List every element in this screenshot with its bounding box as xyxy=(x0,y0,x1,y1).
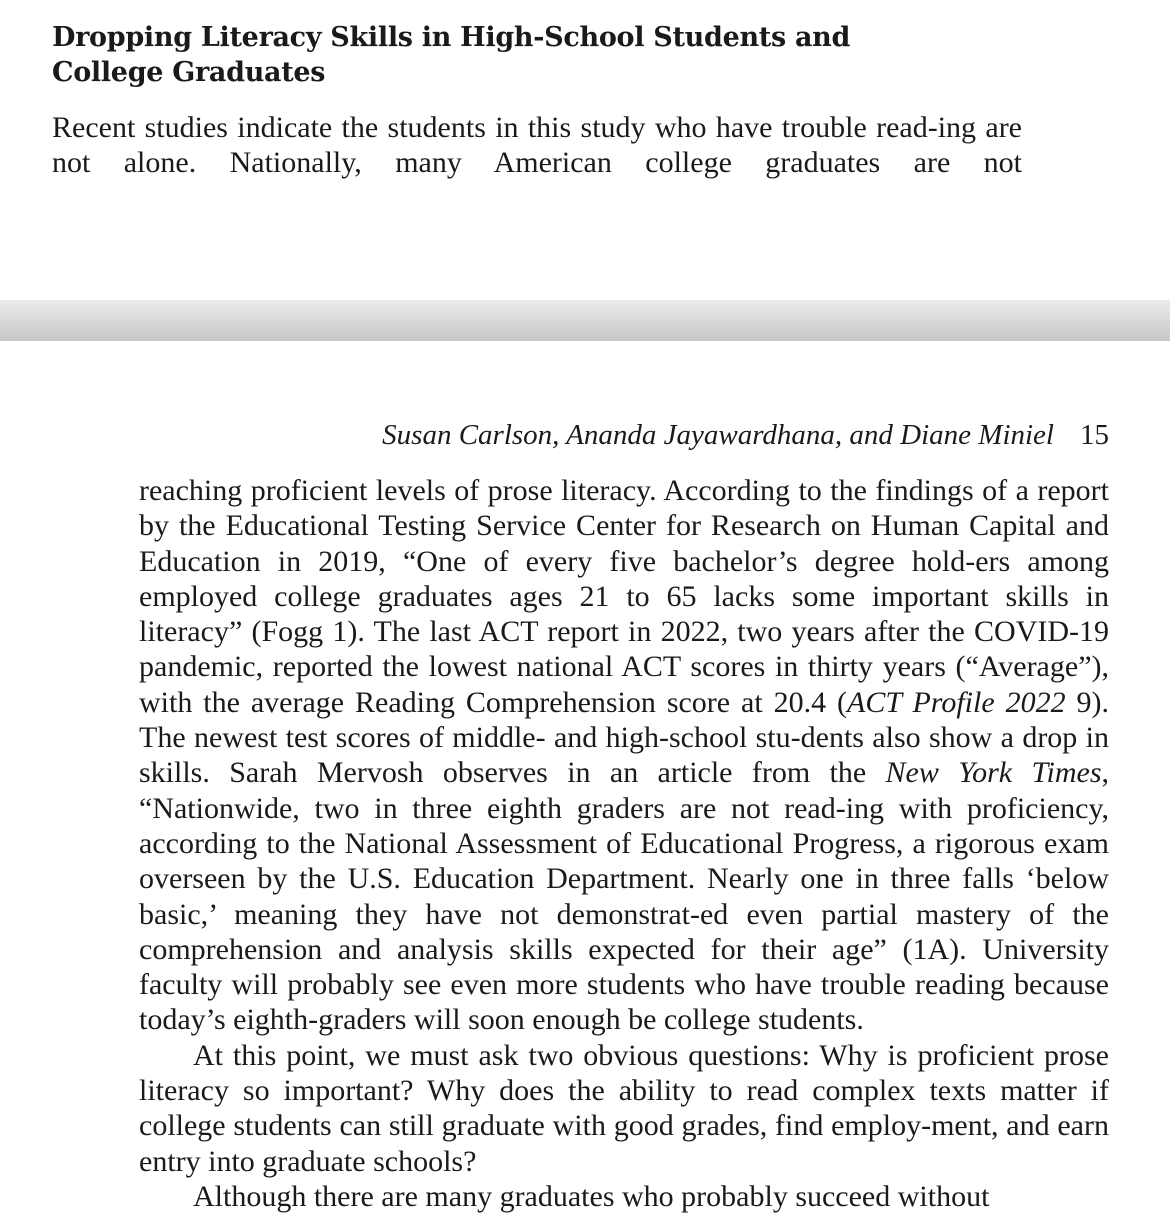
page-separator xyxy=(0,300,1170,342)
current-page xyxy=(0,341,1170,1230)
paragraph-1 xyxy=(139,473,1109,1038)
body-text xyxy=(139,473,1109,1214)
page-number: 15 xyxy=(1080,419,1109,451)
paragraph-3-partial: Although there are many graduates who probably succeed without xyxy=(193,1179,990,1213)
previous-page xyxy=(0,0,1170,300)
citation-nyt: New York Times xyxy=(885,756,1102,790)
header-authors: Susan Carlson, Ananda Jayawardhana, and Diane Miniel xyxy=(382,419,1054,451)
paragraph-2: At this point, we must ask two obvious questions: Why is proficient prose literacy so important? Why does the ability to read complex texts matter if college students can still graduate with good grades, find employ-ment, and earn entry into graduate schools? xyxy=(139,1038,1109,1178)
citation-act-profile: ACT Profile 2022 xyxy=(847,685,1066,719)
paragraph-1-part-1: reaching proficient levels of prose literacy. According to the findings of a report by the Educational Testing Service Center for Research on Human Capital and Education in 2019, “One of every five bachelor’s degree hold-ers among employed college graduates ages 21 to 65 lacks some important skills in literacy” (Fogg 1). The last ACT report in 2022, two years after the COVID-19 pandemic, reported the lowest national ACT scores in thirty years (“Average”), with the average Reading Comprehension score at 20.4 ( xyxy=(139,474,1109,719)
paragraph-1-part-2: 9). The newest test scores of middle- and high-school stu-dents also show a drop in skills. Sarah Mervosh observes in an article from the xyxy=(139,685,1110,790)
paragraph-intro: Recent studies indicate the students in this study who have trouble read-ing are not alone. Nationally, many American college graduates are not xyxy=(52,111,1022,179)
paragraph-1-part-3: , “Nationwide, two in three eighth graders are not read-ing with proficiency, according to the National Assessment of Educational Progress, a rigorous exam overseen by the U.S. Education Department. Nearly one in three falls ‘below basic,’ meaning they have not demonstrat-ed even partial mastery of the comprehension and analysis skills expected for their age” (1A). University faculty will probably see even more students who have trouble reading because today’s eighth-graders will soon enough be college students. xyxy=(139,756,1109,1037)
running-header xyxy=(382,418,1109,453)
section-heading: Dropping Literacy Skills in High-School Students and College Graduates xyxy=(52,22,851,88)
